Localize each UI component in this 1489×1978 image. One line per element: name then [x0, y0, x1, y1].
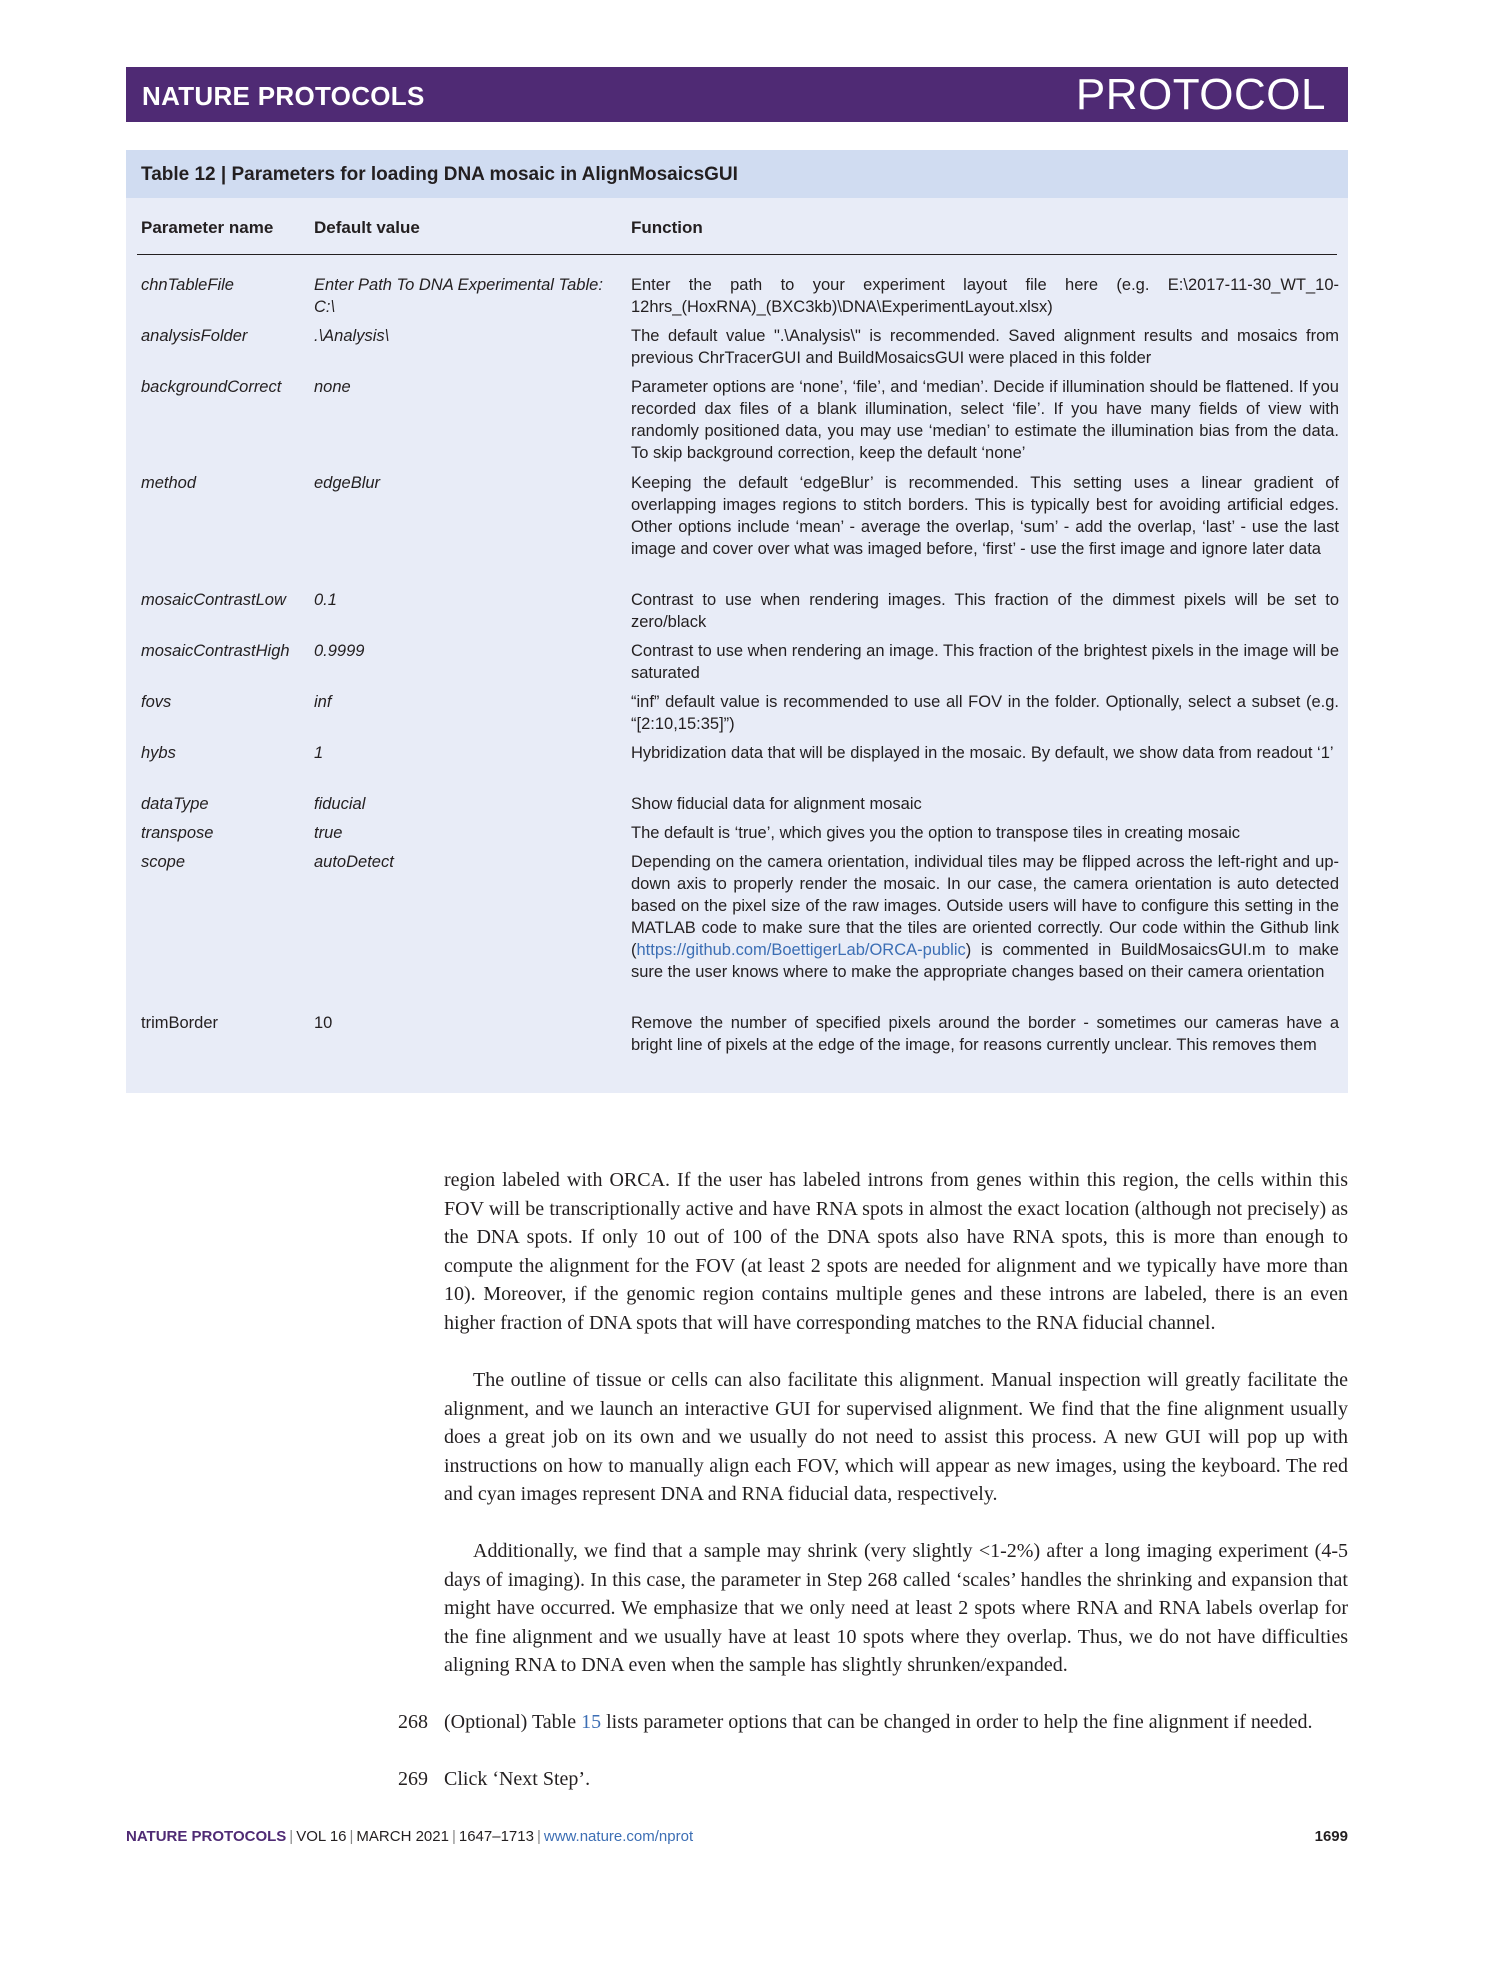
param-name-trimborder: trimBorder [141, 1014, 219, 1032]
footer-separator: | [349, 1828, 354, 1845]
table-title-bar [126, 150, 1348, 198]
param-default-trimborder: 10 [314, 1014, 333, 1032]
param-default-analysisfolder: .\Analysis\ [314, 327, 390, 345]
param-name-analysisfolder: analysisFolder [141, 327, 248, 345]
scope-function-text-pre: Depending on the camera orientation, individual tiles may be flipped across the left-right and up-down axis to properly render the mosaic. In our case, the camera orientation is auto detected based on the pixel size of the raw images. Outside users will have to configure this setting in the MATLAB code to make sure that the tiles are oriented correctly. Our code within the Github link ( [631, 853, 1339, 959]
github-link[interactable]: https://github.com/BoettigerLab/ORCA-public [636, 941, 966, 959]
step-268-text [444, 1708, 1348, 1737]
table-15-link[interactable]: 15 [581, 1711, 602, 1733]
param-default-mosaiccontrastlow: 0.1 [314, 591, 337, 609]
param-function-backgroundcorrect: Parameter options are ‘none’, ‘file’, and ‘median’. Decide if illumination should be flattened. If you recorded dax files of a blank illumination, select ‘file’. If you have many fields of view with randomly positioned data, you may use ‘median’ to estimate the illumination bias from the data. To skip background correction, keep the default ‘none’ [631, 378, 1339, 462]
column-header-function: Function [631, 218, 703, 237]
footer-volume: VOL 16 [296, 1828, 347, 1845]
table-header-rule [137, 254, 1337, 255]
footer-date: MARCH 2021 [356, 1828, 449, 1845]
param-function-method: Keeping the default ‘edgeBlur’ is recommended. This setting uses a linear gradient of overlapping images regions to stitch borders. This is typically best for avoiding artificial edges. Other options include ‘mean’ - average the overlap, ‘sum’ - add the overlap, ‘last’ - use the last image and cover over what was imaged before, ‘first’ - use the first image and ignore later data [631, 474, 1339, 558]
param-function-mosaiccontrasthigh: Contrast to use when rendering an image. This fraction of the brightest pixels in the image will be saturated [631, 642, 1339, 682]
param-name-mosaiccontrasthigh: mosaicContrastHigh [141, 642, 290, 660]
param-default-chntablefile: Enter Path To DNA Experimental Table: C:\ [314, 276, 603, 316]
param-name-scope: scope [141, 853, 186, 871]
param-default-backgroundcorrect: none [314, 378, 351, 396]
footer-url-link[interactable]: www.nature.com/nprot [543, 1828, 694, 1845]
footer-separator: | [289, 1828, 294, 1845]
body-paragraph-2: The outline of tissue or cells can also facilitate this alignment. Manual inspection will greatly facilitate the alignment, and we launch an interactive GUI for supervised alignment. We find that the fine alignment usually does a great job on its own and we usually do not need to assist this process. A new GUI will pop up with instructions on how to manually align each FOV, which will appear as new images, using the keyboard. The red and cyan images represent DNA and RNA fiducial data, respectively. [444, 1369, 1348, 1505]
param-default-transpose: true [314, 824, 343, 842]
page-number: 1699 [1314, 1828, 1348, 1845]
step-number-268: 268 [398, 1711, 428, 1733]
table-title: Table 12 | Parameters for loading DNA mosaic in AlignMosaicsGUI [141, 164, 738, 185]
step-number-269: 269 [398, 1768, 428, 1790]
step-268-text-post: lists parameter options that can be changed in order to help the fine alignment if needed. [601, 1711, 1313, 1733]
column-header-parameter-name: Parameter name [141, 218, 274, 237]
footer-separator: | [451, 1828, 456, 1845]
param-name-mosaiccontrastlow: mosaicContrastLow [141, 591, 286, 609]
param-default-method: edgeBlur [314, 474, 381, 492]
param-name-method: method [141, 474, 197, 492]
step-269-text: Click ‘Next Step’. [444, 1768, 591, 1790]
param-default-hybs: 1 [314, 744, 324, 762]
body-paragraph-1: region labeled with ORCA. If the user has labeled introns from genes within this region, the cells within this FOV will be transcriptionally active and have RNA spots in almost the exact location (although not precisely) as the DNA spots. If only 10 out of 100 of the DNA spots also have RNA spots, this is more than enough to compute the alignment for the FOV (at least 2 spots are needed for alignment and we typically have more than 10). Moreover, if the genomic region contains multiple genes and these introns are labeled, there is an even higher fraction of DNA spots that will have corresponding matches to the RNA fiducial channel. [444, 1169, 1348, 1334]
parameter-table [126, 150, 1348, 1093]
param-name-chntablefile: chnTableFile [141, 276, 234, 294]
step-268-text-pre: (Optional) Table [444, 1711, 582, 1733]
article-type: PROTOCOL [1075, 70, 1326, 119]
param-name-backgroundcorrect: backgroundCorrect [141, 378, 282, 396]
param-name-transpose: transpose [141, 824, 214, 842]
footer-journal: NATURE PROTOCOLS [126, 1828, 287, 1845]
param-function-fovs: “inf” default value is recommended to use all FOV in the folder. Optionally, select a subset (e.g. “[2:10,15:35]”) [631, 693, 1339, 733]
page-footer [126, 1828, 1348, 1845]
param-name-hybs: hybs [141, 744, 176, 762]
param-default-datatype: fiducial [314, 795, 366, 813]
param-function-scope [631, 851, 1339, 983]
footer-separator: | [536, 1828, 541, 1845]
body-paragraph-3: Additionally, we find that a sample may shrink (very slightly <1-2%) after a long imaging experiment (4-5 days of imaging). In this case, the parameter in Step 268 called ‘scales’ handles the shrinking and expansion that might have occurred. We emphasize that we only need at least 2 spots where RNA and RNA labels overlap for the fine alignment and we usually have at least 10 spots where they overlap. Thus, we do not have difficulties aligning RNA to DNA even when the sample has slightly shrunken/expanded. [444, 1540, 1348, 1676]
param-name-fovs: fovs [141, 693, 172, 711]
param-function-hybs: Hybridization data that will be displayed in the mosaic. By default, we show data from readout ‘1’ [631, 744, 1334, 762]
param-function-transpose: The default is ‘true’, which gives you the option to transpose tiles in creating mosaic [631, 824, 1240, 842]
param-function-datatype: Show fiducial data for alignment mosaic [631, 795, 922, 813]
scope-function-text-post: ) is commented in BuildMosaicsGUI.m to make sure the user knows where to make the appropriate changes based on their camera orientation [631, 941, 1339, 981]
param-default-fovs: inf [314, 693, 332, 711]
param-function-trimborder: Remove the number of specified pixels around the border - sometimes our cameras have a bright line of pixels at the edge of the image, for reasons currently unclear. This removes them [631, 1014, 1339, 1054]
footer-pages: 1647–1713 [458, 1828, 534, 1845]
journal-name: NATURE PROTOCOLS [142, 81, 425, 111]
column-header-default-value: Default value [314, 218, 420, 237]
param-default-scope: autoDetect [314, 853, 394, 871]
param-function-mosaiccontrastlow: Contrast to use when rendering images. This fraction of the dimmest pixels will be set to zero/black [631, 591, 1339, 631]
param-function-analysisfolder: The default value ".\Analysis\" is recommended. Saved alignment results and mosaics from previous ChrTracerGUI and BuildMosaicsGUI were placed in this folder [631, 327, 1339, 367]
journal-header-bar [126, 67, 1348, 122]
param-name-datatype: dataType [141, 795, 209, 813]
param-default-mosaiccontrasthigh: 0.9999 [314, 642, 365, 660]
param-function-chntablefile: Enter the path to your experiment layout file here (e.g. E:\2017-11-30_WT_10-12hrs_(HoxRNA)_(BXC3kb)\DNA\ExperimentLayout.xlsx) [631, 276, 1339, 316]
